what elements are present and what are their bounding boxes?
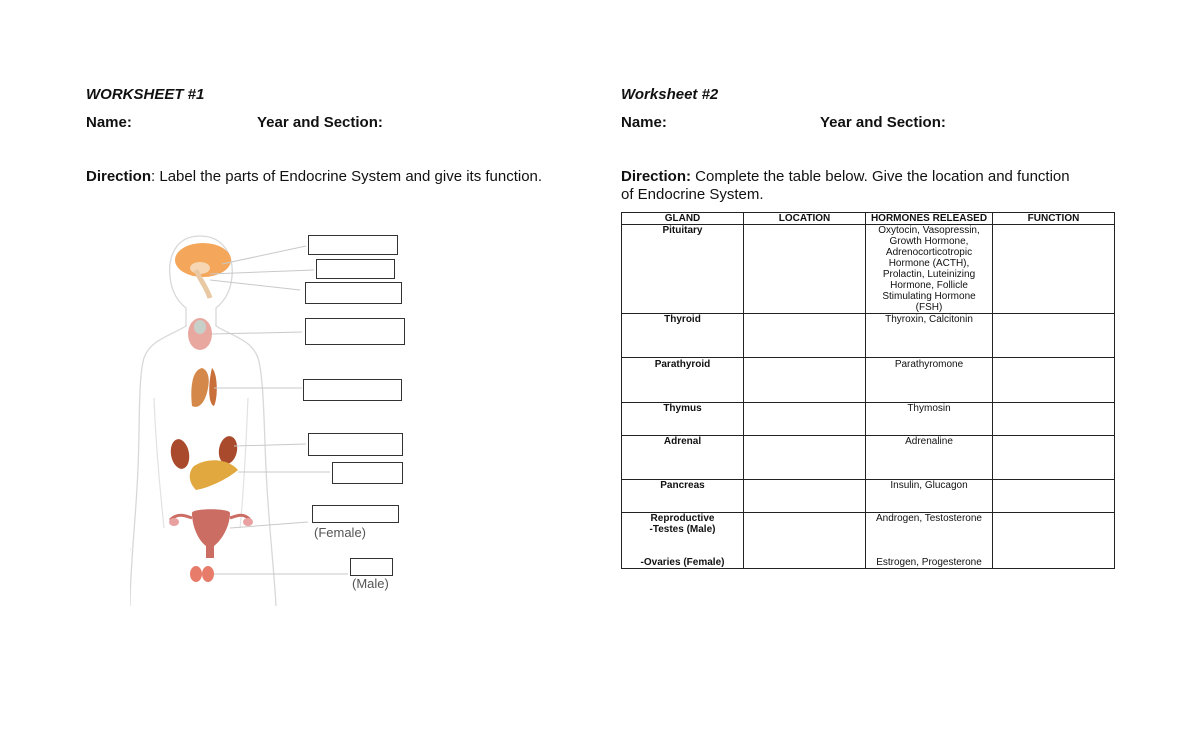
gland-reproductive: Reproductive (650, 513, 715, 524)
function-cell[interactable] (993, 480, 1115, 513)
hormones-cell: Adrenaline (866, 436, 993, 480)
male-label: (Male) (352, 576, 389, 591)
label-box-8[interactable] (312, 505, 399, 523)
hormones-female: Estrogen, Progesterone (876, 557, 982, 568)
worksheet2-title: Worksheet #2 (621, 86, 719, 103)
location-cell[interactable] (744, 225, 866, 314)
label-box-3[interactable] (305, 282, 402, 304)
ws2-direction-label: Direction: (621, 168, 692, 185)
location-cell[interactable] (744, 436, 866, 480)
ws1-direction-label: Direction (86, 168, 152, 185)
endocrine-table (621, 212, 1115, 569)
table-header-row (622, 213, 1115, 225)
hormones-cell-reproductive (866, 513, 993, 569)
function-cell[interactable] (993, 358, 1115, 403)
gland-cell-reproductive (622, 513, 744, 569)
hormones-cell: Insulin, Glucagon (866, 480, 993, 513)
ws1-section-label: Year and Section: (257, 114, 383, 131)
hormones-cell: Thyroxin, Calcitonin (866, 314, 993, 358)
table-row (622, 358, 1115, 403)
table-row (622, 480, 1115, 513)
function-cell[interactable] (993, 225, 1115, 314)
function-cell[interactable] (993, 513, 1115, 569)
hormones-male: Androgen, Testosterone (875, 513, 982, 524)
label-box-5[interactable] (303, 379, 402, 401)
label-box-4[interactable] (305, 318, 405, 345)
table-row (622, 436, 1115, 480)
label-box-2[interactable] (316, 259, 395, 279)
table-row (622, 314, 1115, 358)
location-cell[interactable] (744, 314, 866, 358)
gland-ovaries: -Ovaries (Female) (640, 557, 725, 568)
ws2-direction-text: Complete the table below. Give the location and function of Endocrine System. (621, 168, 1070, 203)
ws2-section-label: Year and Section: (820, 114, 946, 131)
label-box-6[interactable] (308, 433, 403, 456)
hormones-cell: Thymosin (866, 403, 993, 436)
location-cell[interactable] (744, 513, 866, 569)
header-gland: GLAND (622, 213, 744, 225)
location-cell[interactable] (744, 403, 866, 436)
label-box-1[interactable] (308, 235, 398, 255)
worksheet1-title: WORKSHEET #1 (86, 86, 205, 103)
function-cell[interactable] (993, 314, 1115, 358)
female-label: (Female) (314, 525, 367, 540)
gland-cell: Pituitary (622, 225, 744, 314)
table-row (622, 513, 1115, 569)
location-cell[interactable] (744, 480, 866, 513)
endocrine-diagram (130, 228, 420, 608)
hormones-cell: Oxytocin, Vasopressin, Growth Hormone, Adrenocorticotropic Hormone (ACTH), Prolactin, Luteinizing Hormone, Follicle Stimulating Hormone (FSH) (866, 225, 993, 314)
gland-cell: Adrenal (622, 436, 744, 480)
gland-testes: -Testes (Male) (649, 524, 716, 535)
table-row (622, 225, 1115, 314)
ws1-direction (86, 168, 556, 186)
gland-cell: Parathyroid (622, 358, 744, 403)
location-cell[interactable] (744, 358, 866, 403)
function-cell[interactable] (993, 403, 1115, 436)
ws2-name-label: Name: (621, 114, 667, 131)
function-cell[interactable] (993, 436, 1115, 480)
header-location: LOCATION (744, 213, 866, 225)
label-box-9[interactable] (350, 558, 393, 576)
header-hormones: HORMONES RELEASED (866, 213, 993, 225)
header-function: FUNCTION (993, 213, 1115, 225)
gland-cell: Thyroid (622, 314, 744, 358)
ws2-direction (621, 168, 1081, 204)
label-box-7[interactable] (332, 462, 403, 484)
table-row (622, 403, 1115, 436)
hormones-cell: Parathyromone (866, 358, 993, 403)
gland-cell: Thymus (622, 403, 744, 436)
gland-cell: Pancreas (622, 480, 744, 513)
ws1-direction-text: : Label the parts of Endocrine System and give its function. (151, 168, 543, 185)
ws1-name-label: Name: (86, 114, 132, 131)
